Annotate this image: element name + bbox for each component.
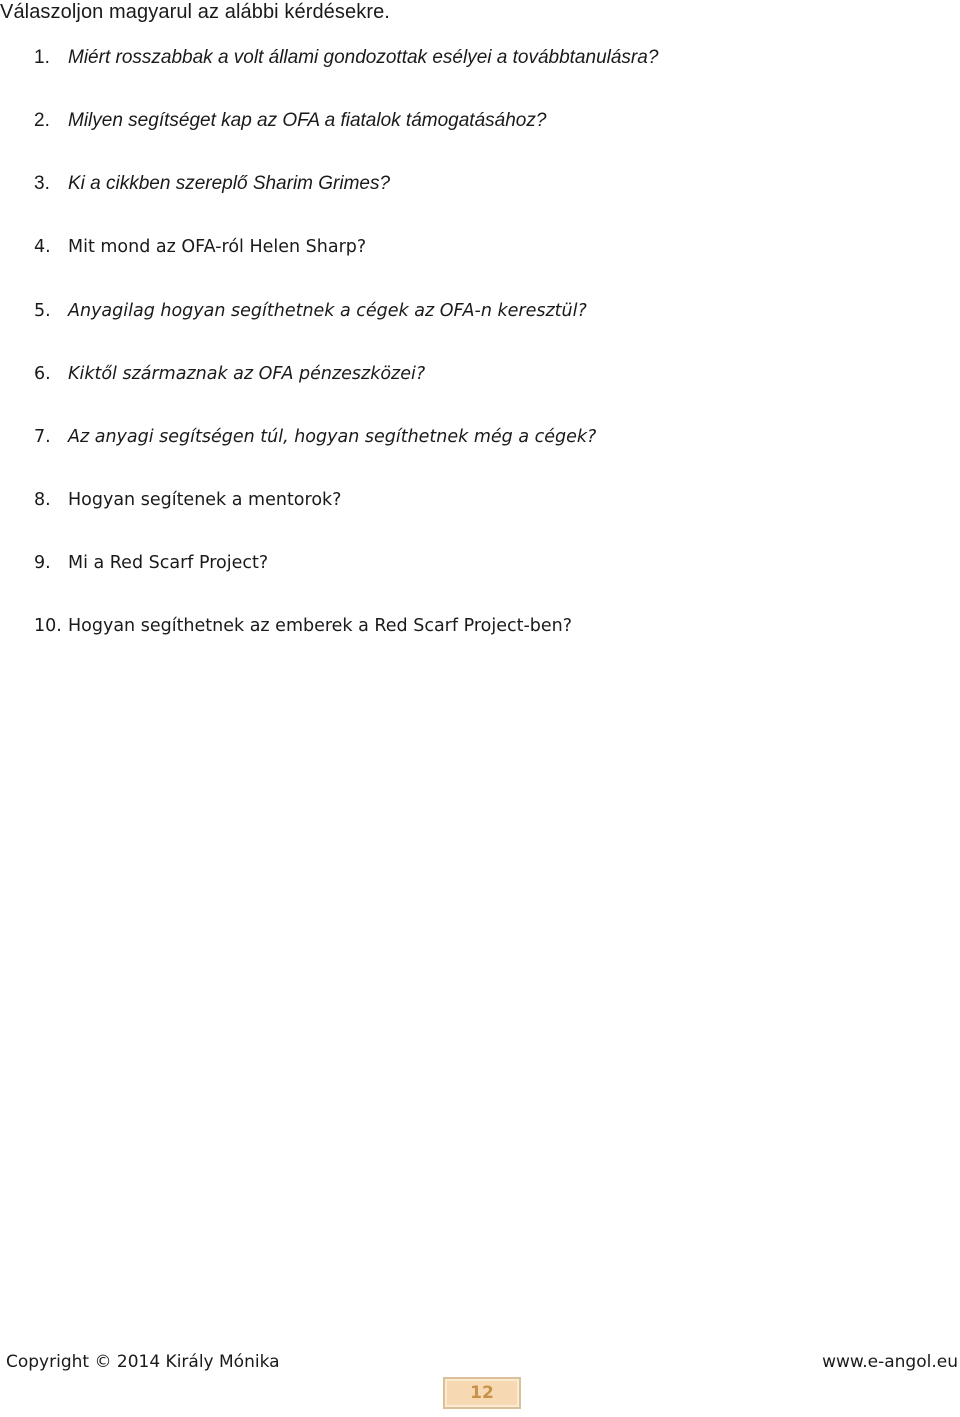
page-heading: Válaszoljon magyarul az alábbi kérdésekre. [0, 1, 390, 23]
question-number: 3. [34, 173, 50, 194]
question-text: Anyagilag hogyan segíthetnek a cégek az OFA-n keresztül? [68, 301, 587, 321]
question-text: Ki a cikkben szereplő Sharim Grimes? [68, 173, 391, 194]
question-text: Miért rosszabbak a volt állami gondozottak esélyei a továbbtanulásra? [68, 47, 659, 68]
question-number: 9. [34, 553, 51, 573]
question-text: Milyen segítséget kap az OFA a fiatalok támogatásához? [68, 110, 547, 131]
question-number: 2. [34, 110, 50, 131]
question-number: 5. [34, 301, 51, 321]
question-number: 10. [34, 616, 62, 636]
question-text: Az anyagi segítségen túl, hogyan segíthetnek még a cégek? [68, 427, 597, 447]
question-number: 4. [34, 237, 51, 257]
question-text: Mit mond az OFA-ról Helen Sharp? [68, 237, 367, 257]
question-number: 6. [34, 364, 51, 384]
page-number-badge: 12 [443, 1377, 521, 1409]
question-number: 1. [34, 47, 50, 68]
question-text: Kiktől származnak az OFA pénzeszközei? [68, 364, 426, 384]
footer-website: www.e-angol.eu [822, 1352, 958, 1372]
question-text: Hogyan segíthetnek az emberek a Red Scarf Project-ben? [68, 616, 573, 636]
footer-copyright: Copyright © 2014 Király Mónika [6, 1352, 280, 1372]
question-text: Hogyan segítenek a mentorok? [68, 490, 342, 510]
question-number: 8. [34, 490, 51, 510]
question-text: Mi a Red Scarf Project? [68, 553, 269, 573]
question-number: 7. [34, 427, 51, 447]
